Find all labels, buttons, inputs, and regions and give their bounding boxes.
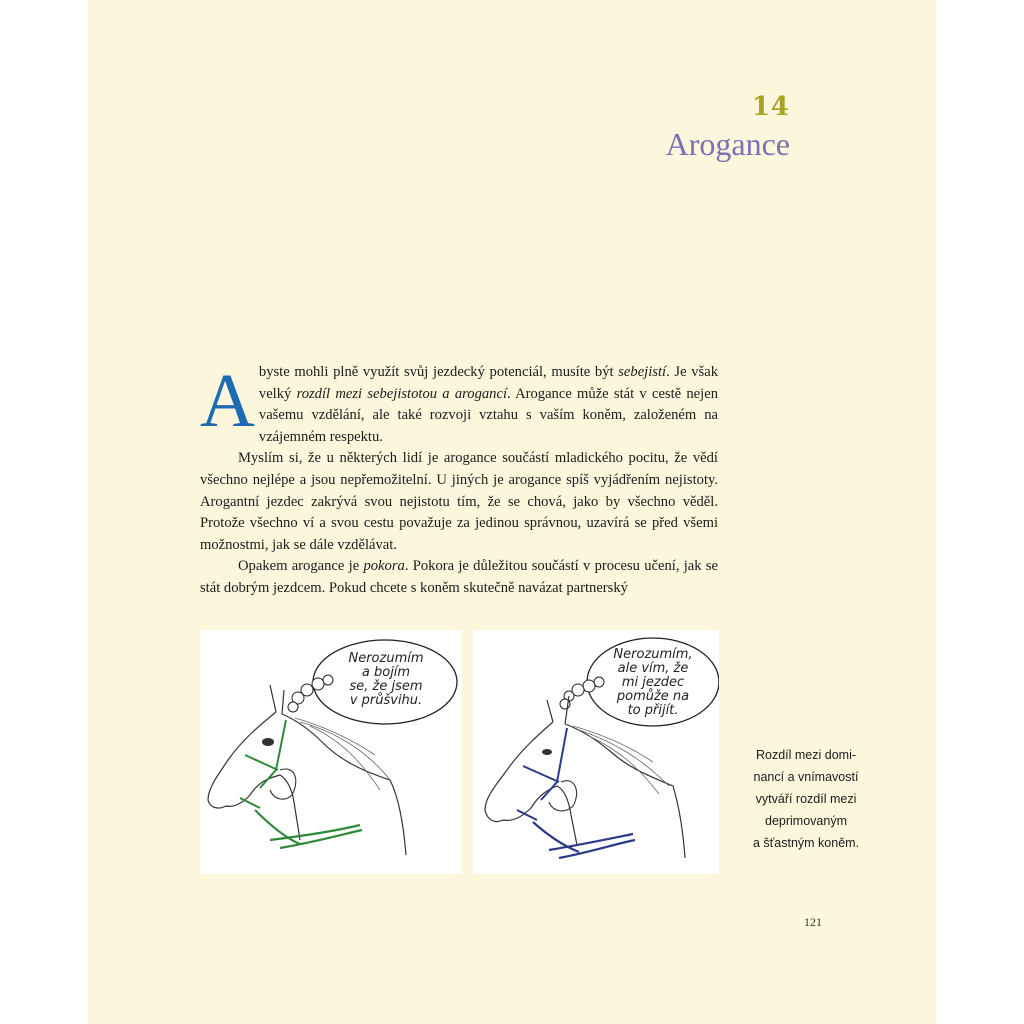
p3-text-a: Opakem arogance je (238, 558, 364, 575)
drop-cap: A (200, 359, 255, 443)
p3-emphasis: pokora (363, 558, 405, 575)
page-number: 121 (804, 915, 822, 929)
paragraph-2: Myslím si, že u některých lidí je arogance součástí mladického pocitu, že vědí všechno nejlépe a jsou nepřemožitelní. U jiných je arogance spíš vyjádřením nejistoty. Arogantní jezdec zakrývá svou nejistotu tím, že se chová, jako by všechno věděl. Protože všechno ví a svou cestu považuje za jedinou správnou, uzavírá se před všemi možnostmi, jak se dále vzdělávat. (200, 450, 718, 553)
bubble-left-line: a bojím (361, 665, 411, 680)
illustration-happy-horse (473, 630, 719, 874)
caption-line: vytváří rozdíl mezi (755, 792, 857, 806)
paragraph-1 (200, 359, 718, 448)
chapter-title: Arogance (665, 126, 790, 162)
bubble-right-line: ale vím, že (617, 661, 689, 676)
book-page (88, 0, 936, 1024)
bubble-right-line: to přijít. (627, 703, 679, 718)
p1-emphasis-1: sebejistí (618, 364, 667, 380)
bubble-left-line: v průšvihu. (349, 693, 423, 708)
bubble-right-line: mi jezdec (621, 675, 685, 690)
bubble-left-line: Nerozumím (348, 651, 424, 666)
p3-text-b: . Pokora je důležitou součástí v procesu učení, jak se stát dobrým jezdcem. Pokud chcete s koněm skutečně navázat partnerský (200, 558, 719, 596)
caption-line: Rozdíl mezi domi- (755, 748, 857, 762)
bubble-left-line: se, že jsem (349, 679, 423, 694)
bubble-right-line: pomůže na (616, 689, 690, 704)
p1-text-c: . Arogance může stát v cestě nejen vašemu vzdělání, ale také rozvoji vztahu s vaším koněm, založeném na vzájemném respektu. (258, 385, 718, 445)
paragraph-3 (200, 556, 718, 599)
caption-line: a šťastným koněm. (752, 836, 860, 850)
figure-caption (736, 744, 876, 854)
p1-emphasis-2: rozdíl mezi sebejistotou a arogancí (296, 385, 507, 402)
p1-text-a: byste mohli plně využít svůj jezdecký potenciál, musíte být (258, 364, 619, 380)
caption-line: nancí a vnímavostí (753, 770, 859, 784)
speech-bubble-left (330, 652, 442, 708)
illustration-frightened-horse (200, 630, 462, 874)
caption-line: deprimovaným (765, 814, 847, 828)
speech-bubble-right (597, 648, 709, 718)
body-text (200, 359, 719, 600)
chapter-number: 14 (751, 92, 790, 122)
bubble-right-line: Nerozumím, (613, 647, 693, 662)
p1-text-b: . Je však velký (258, 364, 718, 402)
